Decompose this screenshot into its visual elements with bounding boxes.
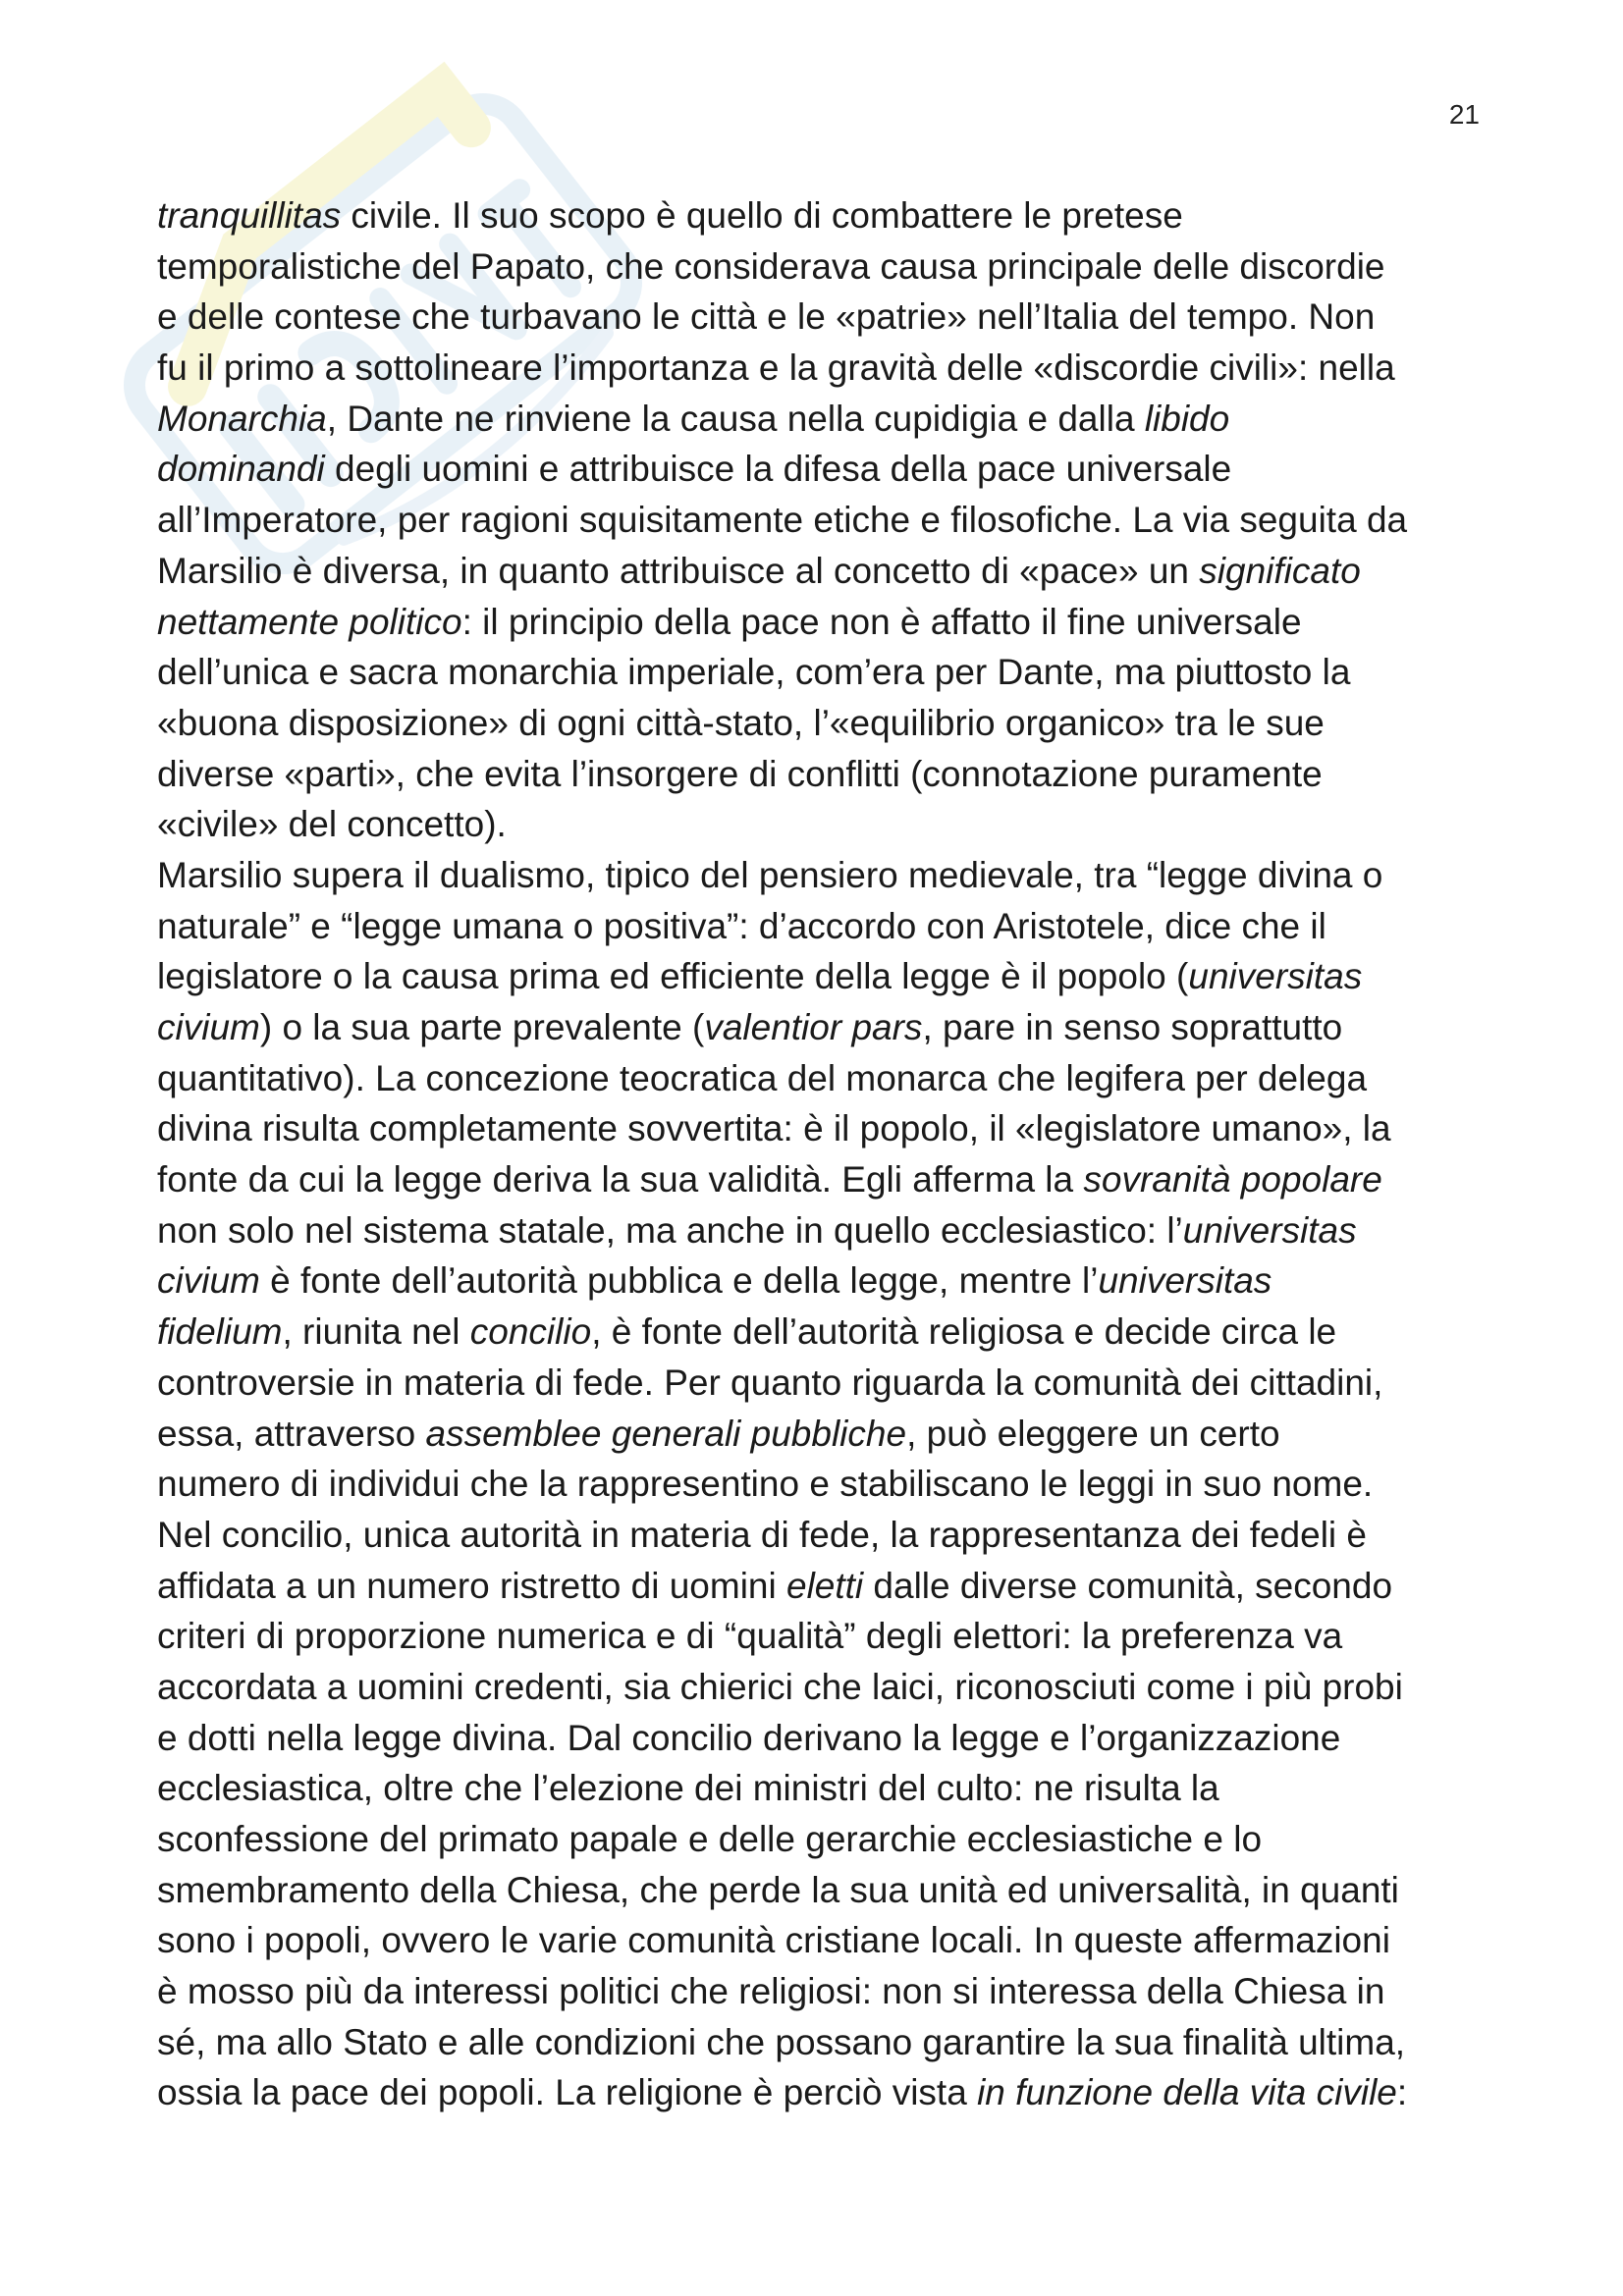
italic-text: universitas bbox=[1182, 1209, 1357, 1251]
text-run: numero di individui che la rappresentino e stabiliscano le leggi in suo nome. bbox=[157, 1464, 1374, 1505]
text-run: , Dante ne rinviene la causa nella cupidigia e dalla bbox=[326, 398, 1145, 439]
text-run: controversie in materia di fede. Per quanto riguarda la comunità dei cittadini, bbox=[157, 1362, 1383, 1403]
text-run: , è fonte dell’autorità religiosa e decide circa le bbox=[591, 1311, 1337, 1353]
text-line bbox=[157, 1255, 1492, 1307]
text-run: fonte da cui la legge deriva la sua validità. Egli afferma la bbox=[157, 1159, 1084, 1201]
text-run: : il principio della pace non è affatto il fine universale bbox=[461, 601, 1302, 642]
text-run: legislatore o la causa prima ed efficiente della legge è il popolo ( bbox=[157, 956, 1189, 997]
text-run: Marsilio supera il dualismo, tipico del pensiero medievale, tra “legge divina o bbox=[157, 854, 1383, 895]
text-run: degli uomini e attribuisce la difesa della pace universale bbox=[324, 449, 1232, 490]
text-run: Nel concilio, unica autorità in materia di fede, la rappresentanza dei fedeli è bbox=[157, 1514, 1368, 1555]
italic-text: civium bbox=[157, 1260, 260, 1302]
italic-text: concilio bbox=[469, 1311, 592, 1353]
text-run: civile. Il suo scopo è quello di combattere le pretese bbox=[341, 195, 1183, 236]
text-run: e delle contese che turbavano le città e le «patrie» nell’Italia del tempo. Non bbox=[157, 296, 1376, 338]
text-line bbox=[157, 749, 1492, 800]
text-line bbox=[157, 799, 1492, 850]
text-run: quantitativo). La concezione teocratica del monarca che legifera per delega bbox=[157, 1057, 1368, 1098]
text-line bbox=[157, 1307, 1492, 1358]
text-run: , pare in senso soprattutto bbox=[922, 1007, 1343, 1047]
text-run: temporalistiche del Papato, che considerava causa principale delle discordie bbox=[157, 245, 1385, 287]
text-run: , può eleggere un certo bbox=[906, 1413, 1280, 1454]
text-line bbox=[157, 394, 1492, 445]
text-run: all’Imperatore, per ragioni squisitamente etiche e filosofiche. La via seguita da bbox=[157, 500, 1408, 541]
text-line bbox=[157, 495, 1492, 546]
text-run: affidata a un numero ristretto di uomini bbox=[157, 1565, 786, 1606]
text-run: e dotti nella legge divina. Dal concilio derivano la legge e l’organizzazione bbox=[157, 1717, 1341, 1758]
text-run: criteri di proporzione numerica e di “qualità” degli elettori: la preferenza va bbox=[157, 1616, 1343, 1657]
italic-text: tranquillitas bbox=[157, 195, 342, 236]
text-run: è fonte dell’autorità pubblica e della legge, mentre l’ bbox=[259, 1260, 1099, 1302]
text-run: naturale” e “legge umana o positiva”: d’accordo con Aristotele, dice che il bbox=[157, 905, 1326, 946]
italic-text: nettamente politico bbox=[157, 601, 462, 642]
text-line bbox=[157, 1865, 1492, 1916]
italic-text: fidelium bbox=[157, 1311, 283, 1353]
italic-text: valentior pars bbox=[704, 1007, 923, 1047]
paragraph bbox=[157, 850, 1492, 2118]
text-run: sono i popoli, ovvero le varie comunità cristiane locali. In queste affermazioni bbox=[157, 1920, 1390, 1961]
text-line bbox=[157, 1561, 1492, 1612]
text-line bbox=[157, 1915, 1492, 1966]
text-run: è mosso più da interessi politici che religiosi: non si interessa della Chiesa in bbox=[157, 1971, 1385, 2012]
body-text bbox=[157, 190, 1492, 2118]
text-line bbox=[157, 292, 1492, 343]
text-line bbox=[157, 850, 1492, 901]
text-line bbox=[157, 647, 1492, 698]
text-line bbox=[157, 1358, 1492, 1409]
text-line bbox=[157, 1205, 1492, 1256]
text-run: sé, ma allo Stato e alle condizioni che possano garantire la sua finalità ultima, bbox=[157, 2021, 1406, 2062]
italic-text: universitas bbox=[1188, 956, 1363, 997]
text-run: : bbox=[1396, 2072, 1408, 2113]
text-run: fu il primo a sottolineare l’importanza e la gravità delle «discordie civili»: nella bbox=[157, 347, 1395, 389]
text-run: dell’unica e sacra monarchia imperiale, com’era per Dante, ma piuttosto la bbox=[157, 652, 1351, 693]
text-line bbox=[157, 2067, 1492, 2118]
text-run: ) o la sua parte prevalente ( bbox=[259, 1007, 705, 1047]
text-line bbox=[157, 597, 1492, 648]
text-run: , riunita nel bbox=[282, 1311, 470, 1353]
text-line bbox=[157, 546, 1492, 597]
text-run: dalle diverse comunità, secondo bbox=[863, 1565, 1393, 1606]
italic-text: significato bbox=[1199, 550, 1361, 591]
italic-text: assemblee generali pubbliche bbox=[425, 1413, 907, 1454]
text-run: sconfessione del primato papale e delle gerarchie ecclesiastiche e lo bbox=[157, 1819, 1263, 1859]
text-run: accordata a uomini credenti, sia chierici che laici, riconosciuti come i più probi bbox=[157, 1666, 1403, 1707]
text-line bbox=[157, 698, 1492, 749]
text-run: essa, attraverso bbox=[157, 1413, 426, 1454]
italic-text: eletti bbox=[786, 1565, 864, 1606]
text-run: ecclesiastica, oltre che l’elezione dei ministri del culto: ne risulta la bbox=[157, 1768, 1219, 1809]
text-line bbox=[157, 1713, 1492, 1764]
text-line bbox=[157, 901, 1492, 952]
italic-text: universitas bbox=[1098, 1260, 1272, 1302]
text-run: smembramento della Chiesa, che perde la sua unità ed universalità, in quanti bbox=[157, 1869, 1399, 1910]
italic-text: Monarchia bbox=[157, 398, 327, 439]
text-line bbox=[157, 1814, 1492, 1865]
text-line bbox=[157, 1002, 1492, 1053]
text-run: Marsilio è diversa, in quanto attribuisce al concetto di «pace» un bbox=[157, 550, 1200, 591]
text-line bbox=[157, 343, 1492, 394]
text-line bbox=[157, 1053, 1492, 1104]
text-line bbox=[157, 190, 1492, 241]
text-line bbox=[157, 1459, 1492, 1510]
text-line bbox=[157, 1154, 1492, 1205]
page-number: 21 bbox=[1448, 99, 1480, 130]
text-line bbox=[157, 1763, 1492, 1814]
italic-text: libido bbox=[1144, 398, 1230, 439]
text-run: divina risulta completamente sovvertita: è il popolo, il «legislatore umano», la bbox=[157, 1108, 1391, 1149]
text-line bbox=[157, 1409, 1492, 1460]
text-run: diverse «parti», che evita l’insorgere di conflitti (connotazione puramente bbox=[157, 753, 1323, 794]
text-line bbox=[157, 2017, 1492, 2068]
text-line bbox=[157, 1611, 1492, 1662]
text-line bbox=[157, 241, 1492, 293]
text-run: «buona disposizione» di ogni città-stato, l’«equilibrio organico» tra le sue bbox=[157, 702, 1325, 743]
text-line bbox=[157, 444, 1492, 495]
italic-text: civium bbox=[157, 1007, 260, 1047]
text-line bbox=[157, 1966, 1492, 2017]
text-line bbox=[157, 1662, 1492, 1713]
text-run: ossia la pace dei popoli. La religione è perciò vista bbox=[157, 2072, 978, 2113]
italic-text: dominandi bbox=[157, 449, 325, 490]
italic-text: in funzione della vita civile bbox=[977, 2072, 1397, 2113]
text-run: non solo nel sistema statale, ma anche in quello ecclesiastico: l’ bbox=[157, 1209, 1183, 1251]
paragraph bbox=[157, 190, 1492, 850]
text-line bbox=[157, 1510, 1492, 1561]
text-line bbox=[157, 951, 1492, 1002]
text-run: «civile» del concetto). bbox=[157, 804, 507, 845]
italic-text: sovranità popolare bbox=[1083, 1159, 1382, 1201]
text-line bbox=[157, 1103, 1492, 1154]
